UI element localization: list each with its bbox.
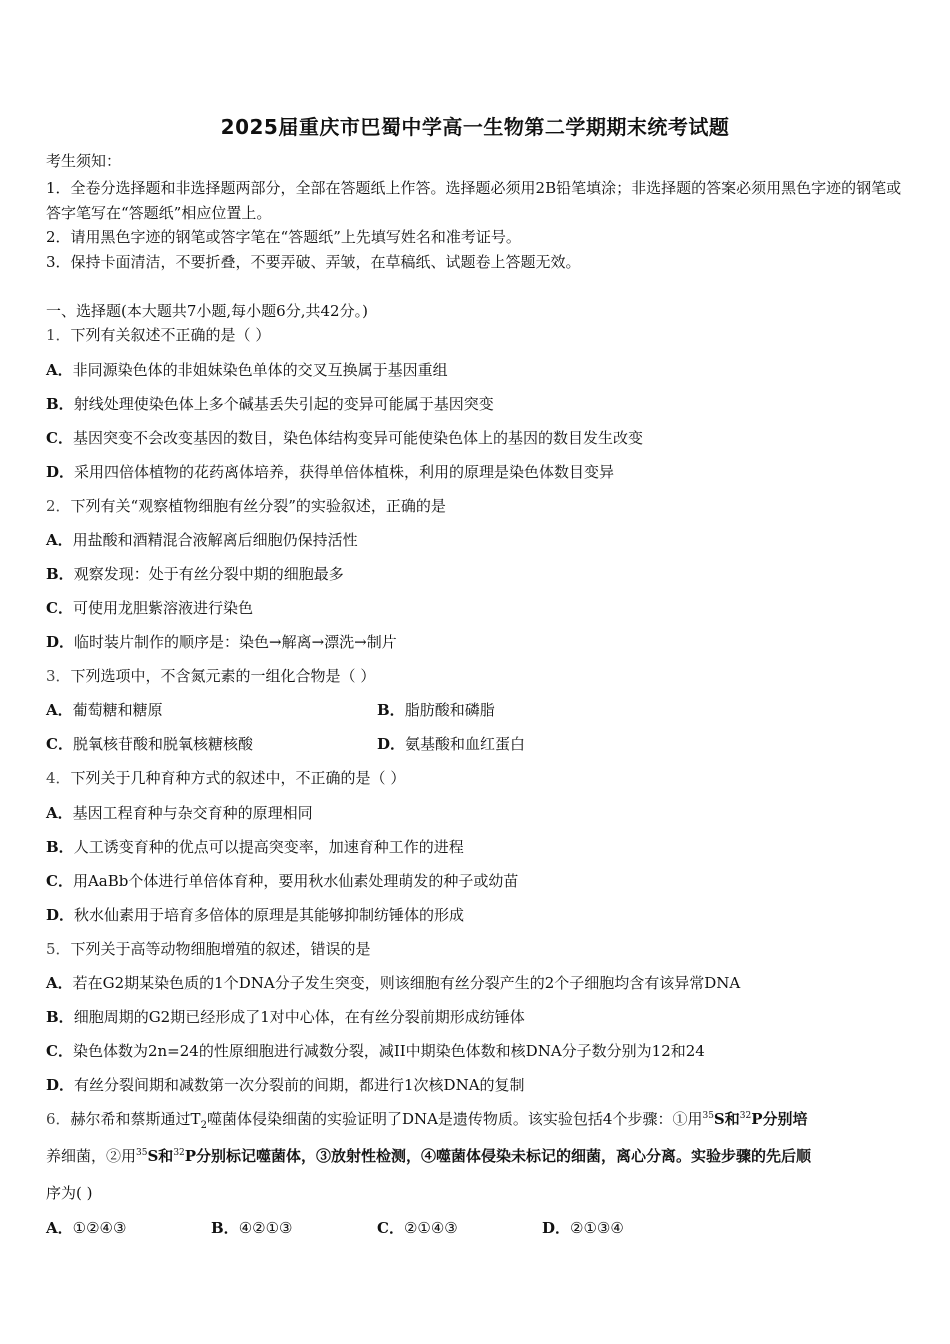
option[interactable] bbox=[46, 904, 464, 926]
section-heading: 一、选择题(本大题共7小题,每小题6分,共42分。) bbox=[46, 302, 368, 320]
subscript: 2 bbox=[200, 1120, 207, 1131]
option-label: B． bbox=[377, 701, 405, 719]
question-number: 5． bbox=[46, 940, 71, 958]
page-title: 2025届重庆市巴蜀中学高一生物第二学期期末统考试题 bbox=[220, 115, 730, 139]
question-text: 下列关于几种育种方式的叙述中，不正确的是（ ） bbox=[70, 769, 406, 787]
question-text: S和 bbox=[147, 1147, 174, 1165]
question-text: 下列有关“观察植物细胞有丝分裂”的实验叙述，正确的是 bbox=[70, 497, 446, 515]
option-label: A． bbox=[46, 531, 73, 549]
option-label: D． bbox=[46, 633, 75, 651]
option-text: ④②①③ bbox=[238, 1219, 293, 1237]
option-text: 用AaBb个体进行单倍体育种，要用秋水仙素处理萌发的种子或幼苗 bbox=[72, 872, 519, 890]
option-label: A． bbox=[46, 361, 73, 379]
option[interactable] bbox=[46, 631, 397, 653]
option-text: 可使用龙胆紫溶液进行染色 bbox=[72, 599, 253, 617]
option-text: 有丝分裂间期和减数第一次分裂前的间期，都进行1次核DNA的复制 bbox=[74, 1076, 525, 1094]
option-label: B． bbox=[46, 838, 74, 856]
option-text: ②①④③ bbox=[403, 1219, 458, 1237]
option-text: 秋水仙素用于培育多倍体的原理是其能够抑制纺锤体的形成 bbox=[74, 906, 465, 924]
question-text: 下列关于高等动物细胞增殖的叙述，错误的是 bbox=[70, 940, 371, 958]
question-text: 养细菌，②用 bbox=[46, 1147, 137, 1165]
option-text: 基因突变不会改变基因的数目，染色体结构变异可能使染色体上的基因的数目发生改变 bbox=[72, 429, 643, 447]
option-text: 细胞周期的G2期已经形成了1对中心体，在有丝分裂前期形成纺锤体 bbox=[73, 1008, 525, 1026]
option-text: 若在G2期某染色质的1个DNA分子发生突变，则该细胞有丝分裂产生的2个子细胞均含有该异常DNA bbox=[72, 974, 741, 992]
option-text: 脂肪酸和磷脂 bbox=[404, 701, 495, 719]
superscript: 35 bbox=[702, 1111, 714, 1121]
option-text: 采用四倍体植物的花药离体培养，获得单倍体植株，利用的原理是染色体数目变异 bbox=[74, 463, 615, 481]
option[interactable] bbox=[46, 1006, 525, 1028]
option-label: D． bbox=[46, 1076, 75, 1094]
option-text: 基因工程育种与杂交育种的原理相同 bbox=[72, 804, 313, 822]
question-number: 2． bbox=[46, 497, 71, 515]
superscript: 32 bbox=[739, 1111, 752, 1121]
option-text: 染色体数为2n=24的性原细胞进行减数分裂，减II中期染色体数和核DNA分子数分别为12和24 bbox=[72, 1042, 705, 1060]
question-stem bbox=[46, 1108, 808, 1130]
question-number: 3． bbox=[46, 667, 71, 685]
option[interactable] bbox=[377, 1217, 458, 1239]
option-label: D． bbox=[46, 906, 75, 924]
question-stem bbox=[46, 665, 375, 687]
question-text: S和 bbox=[713, 1110, 740, 1128]
option-label: A． bbox=[46, 1219, 73, 1237]
question-number: 4． bbox=[46, 769, 71, 787]
option[interactable] bbox=[46, 563, 344, 585]
question-text: 下列有关叙述不正确的是（ ） bbox=[70, 326, 271, 344]
question-text: P分别培 bbox=[751, 1110, 808, 1128]
question-text: 下列选项中，不含氮元素的一组化合物是（ ） bbox=[70, 667, 376, 685]
option-text: 人工诱变育种的优点可以提高突变率，加速育种工作的进程 bbox=[73, 838, 464, 856]
option-label: B． bbox=[46, 565, 74, 583]
option-text: 葡萄糖和糖原 bbox=[72, 701, 163, 719]
question-number: 6． bbox=[46, 1110, 71, 1128]
option-text: 脱氧核苷酸和脱氧核糖核酸 bbox=[72, 735, 253, 753]
option[interactable] bbox=[46, 1040, 705, 1062]
option-text: 用盐酸和酒精混合液解离后细胞仍保持活性 bbox=[72, 531, 358, 549]
option[interactable] bbox=[46, 393, 494, 415]
option-label: B． bbox=[211, 1219, 239, 1237]
question-stem bbox=[46, 495, 446, 517]
option-label: C． bbox=[46, 429, 73, 447]
option-label: C． bbox=[46, 872, 73, 890]
option-text: ②①③④ bbox=[570, 1219, 624, 1237]
option-label: C． bbox=[46, 735, 73, 753]
option[interactable] bbox=[377, 733, 525, 755]
option-label: D． bbox=[46, 463, 75, 481]
question-text: 噬菌体侵染细菌的实验证明了DNA是遗传物质。该实验包括4个步骤：①用 bbox=[206, 1110, 703, 1128]
option[interactable] bbox=[46, 359, 448, 381]
option-label: A． bbox=[46, 701, 73, 719]
question-number: 1． bbox=[46, 326, 71, 344]
question-text: 赫尔希和蔡斯通过T bbox=[70, 1110, 201, 1128]
option[interactable] bbox=[46, 802, 313, 824]
option[interactable] bbox=[46, 870, 518, 892]
option-label: D． bbox=[377, 735, 406, 753]
option-label: A． bbox=[46, 974, 73, 992]
option[interactable] bbox=[46, 1217, 126, 1239]
option[interactable] bbox=[46, 427, 643, 449]
option-label: C． bbox=[46, 1042, 73, 1060]
superscript: 32 bbox=[173, 1148, 185, 1158]
option[interactable] bbox=[542, 1217, 624, 1239]
notice-item: 1．全卷分选择题和非选择题两部分，全部在答题纸上作答。选择题必须用2B铅笔填涂；非选择题的答案必须用黑色字迹的钢笔或答字笔写在“答题纸”相应位置上。 bbox=[46, 179, 902, 222]
option-label: C． bbox=[377, 1219, 404, 1237]
option-text: 氨基酸和血红蛋白 bbox=[405, 735, 526, 753]
superscript: 35 bbox=[136, 1148, 148, 1158]
option[interactable] bbox=[211, 1217, 292, 1239]
question-stem-continued: 序为( ) bbox=[46, 1184, 93, 1202]
question-stem bbox=[46, 767, 405, 789]
option-label: B． bbox=[46, 1008, 74, 1026]
option[interactable] bbox=[46, 733, 253, 755]
option-label: B． bbox=[46, 395, 74, 413]
option[interactable] bbox=[46, 972, 740, 994]
question-stem bbox=[46, 938, 371, 960]
notice-item: 2．请用黑色字迹的钢笔或答字笔在“答题纸”上先填写姓名和准考证号。 bbox=[46, 228, 521, 246]
notice-heading: 考生须知： bbox=[46, 152, 122, 170]
option-text: ①②④③ bbox=[72, 1219, 127, 1237]
option[interactable] bbox=[46, 529, 358, 551]
option-text: 观察发现：处于有丝分裂中期的细胞最多 bbox=[73, 565, 344, 583]
option-text: 临时装片制作的顺序是：染色→解离→漂洗→制片 bbox=[74, 633, 397, 651]
option-text: 非同源染色体的非姐妹染色单体的交叉互换属于基因重组 bbox=[72, 361, 448, 379]
question-stem bbox=[46, 324, 270, 346]
option-label: C． bbox=[46, 599, 73, 617]
option-label: A． bbox=[46, 804, 73, 822]
option[interactable] bbox=[46, 836, 464, 858]
question-text: P分别标记噬菌体，③放射性检测，④噬菌体侵染未标记的细菌，离心分离。实验步骤的先后顺 bbox=[184, 1147, 812, 1165]
option-text: 射线处理使染色体上多个碱基丢失引起的变异可能属于基因突变 bbox=[73, 395, 494, 413]
option[interactable] bbox=[46, 461, 614, 483]
option[interactable] bbox=[46, 597, 253, 619]
question-stem-continued bbox=[46, 1145, 811, 1167]
option[interactable] bbox=[46, 1074, 525, 1096]
option[interactable] bbox=[377, 699, 495, 721]
notice-item: 3．保持卡面清洁，不要折叠，不要弄破、弄皱，在草稿纸、试题卷上答题无效。 bbox=[46, 253, 581, 271]
option[interactable] bbox=[46, 699, 163, 721]
option-label: D． bbox=[542, 1219, 571, 1237]
